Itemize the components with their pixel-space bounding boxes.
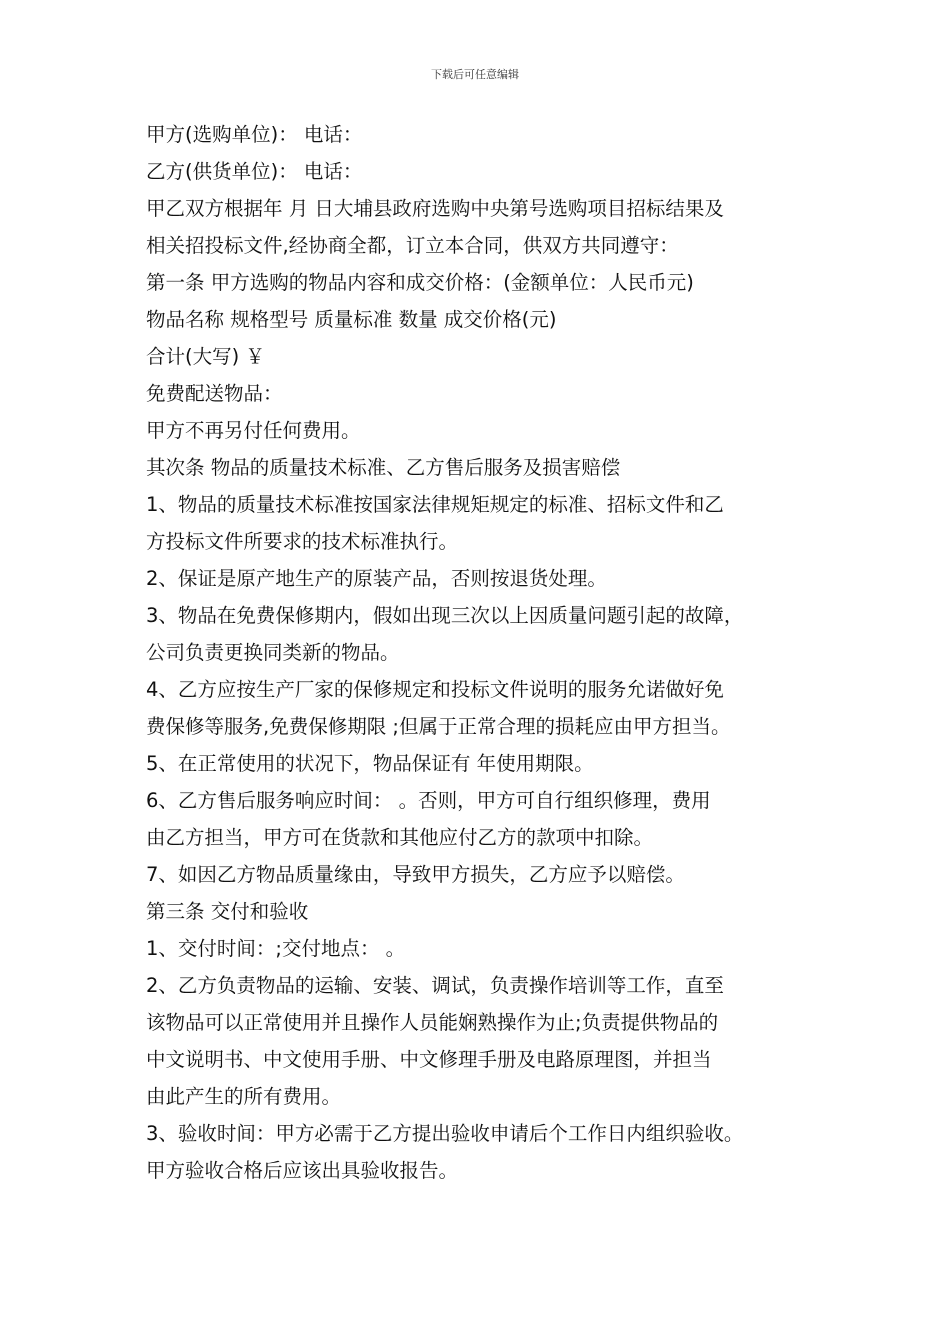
text-line: 中文说明书、中文使用手册、中文修理手册及电路原理图，并担当 bbox=[146, 1048, 712, 1071]
section-heading: 第一条 甲方选购的物品内容和成交价格：(金额单位：人民币元) bbox=[146, 271, 694, 294]
text-line: 甲乙双方根据年 月 日大埔县政府选购中央第号选购项目招标结果及 bbox=[146, 197, 724, 220]
text-line: 1、物品的质量技术标准按国家法律规矩规定的标准、招标文件和乙 bbox=[146, 493, 724, 516]
page-header-note: 下载后可任意编辑 bbox=[431, 68, 519, 81]
text-line: 公司负责更换同类新的物品。 bbox=[146, 641, 400, 664]
text-line: 乙方(供货单位)： 电话： bbox=[146, 160, 363, 183]
text-line: 5、在正常使用的状况下，物品保证有 年使用期限。 bbox=[146, 752, 594, 775]
text-line: 3、物品在免费保修期内，假如出现三次以上因质量问题引起的故障， bbox=[146, 604, 744, 627]
text-line: 甲方(选购单位)： 电话： bbox=[146, 123, 363, 146]
text-line: 4、乙方应按生产厂家的保修规定和投标文件说明的服务允诺做好免 bbox=[146, 678, 724, 701]
text-line: 由此产生的所有费用。 bbox=[146, 1085, 342, 1108]
text-line: 相关招投标文件,经协商全都，订立本合同，供双方共同遵守： bbox=[146, 234, 679, 257]
text-line: 由乙方担当，甲方可在货款和其他应付乙方的款项中扣除。 bbox=[146, 826, 654, 849]
section-heading: 第三条 交付和验收 bbox=[146, 900, 309, 923]
text-line: 免费配送物品： bbox=[146, 382, 283, 405]
text-line: 6、乙方售后服务响应时间： 。否则，甲方可自行组织修理，费用 bbox=[146, 789, 711, 812]
text-line: 1、交付时间：;交付地点： 。 bbox=[146, 937, 406, 960]
text-line: 2、乙方负责物品的运输、安装、调试，负责操作培训等工作，直至 bbox=[146, 974, 724, 997]
text-line: 合计(大写) ￥ bbox=[146, 345, 265, 368]
text-line: 物品名称 规格型号 质量标准 数量 成交价格(元) bbox=[146, 308, 557, 331]
text-line: 甲方不再另付任何费用。 bbox=[146, 419, 361, 442]
text-line: 2、保证是原产地生产的原装产品，否则按退货处理。 bbox=[146, 567, 607, 590]
text-line: 3、验收时间：甲方必需于乙方提出验收申请后个工作日内组织验收。 bbox=[146, 1122, 744, 1145]
text-line: 该物品可以正常使用并且操作人员能娴熟操作为止;负责提供物品的 bbox=[146, 1011, 719, 1034]
text-line: 甲方验收合格后应该出具验收报告。 bbox=[146, 1159, 459, 1182]
document-body bbox=[146, 116, 836, 1189]
text-line: 方投标文件所要求的技术标准执行。 bbox=[146, 530, 459, 553]
text-line: 费保修等服务,免费保修期限 ;但属于正常合理的损耗应由甲方担当。 bbox=[146, 715, 731, 738]
section-heading: 其次条 物品的质量技术标准、乙方售后服务及损害赔偿 bbox=[146, 456, 621, 479]
text-line: 7、如因乙方物品质量缘由，导致甲方损失，乙方应予以赔偿。 bbox=[146, 863, 685, 886]
